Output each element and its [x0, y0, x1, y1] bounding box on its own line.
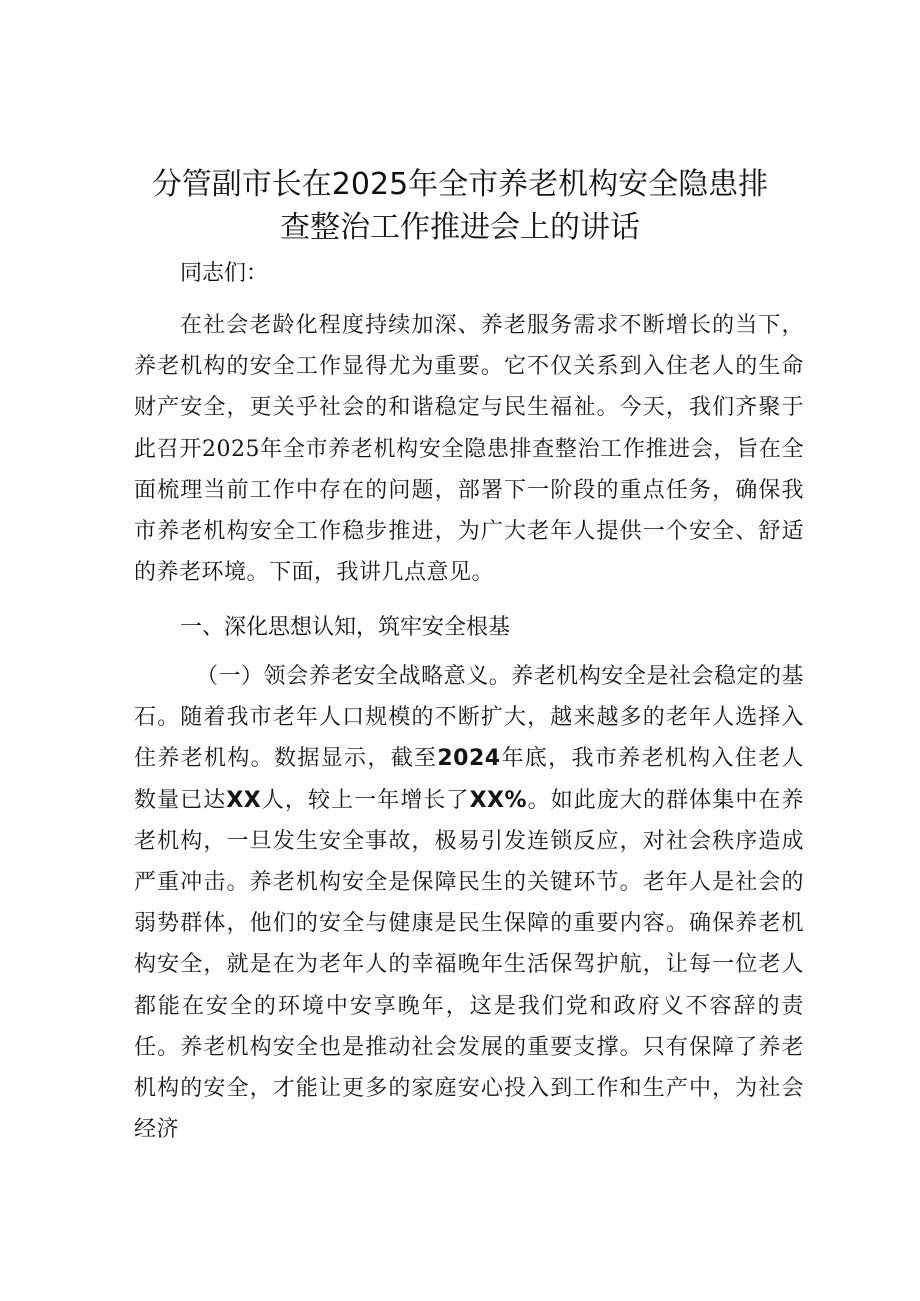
document-title-line-2: 查整治工作推进会上的讲话 [280, 210, 640, 245]
growth-percent-value: XX% [469, 787, 528, 813]
resident-count-value: XX [226, 787, 262, 813]
subsection-text-c: 人，较上一年增长了 [261, 787, 470, 813]
salutation: 同志们： [180, 261, 269, 286]
subsection-text-a: （一）领会养老安全战略意义。养老机构安全是社会稳定的基石。随着我市老年人口规模的不断扩大，越来越多的老年人选择入住养老机构。数据显示，截至 [134, 664, 804, 772]
subsection-text-b: 年底，我市养老机构入住老人数量已达 [134, 746, 804, 813]
subsection-paragraph-block [134, 656, 804, 1150]
document-title-line-1: 分管副市长在2025年全市养老机构安全隐患排 [151, 167, 769, 202]
subsection-text-d: 。如此庞大的群体集中在养老机构，一旦发生安全事故，极易引发连锁反应，对社会秩序造成严重冲击。养老机构安全是保障民生的关键环节。老年人是社会的弱势群体，他们的安全与健康是民生保障的重要内容。确保养老机构安全，就是在为老年人的幸福晚年生活保驾护航，让每一位老人都能在安全的环境中安享晚年，这是我们党和政府义不容辞的责任。养老机构安全也是推动社会发展的重要支撑。只有保障了养老机构的安全，才能让更多的家庭安心投入到工作和生产中，为社会经济 [134, 787, 804, 1143]
year-value: 2024 [437, 746, 501, 772]
intro-paragraph-block [134, 305, 804, 593]
section-heading-1: 一、深化思想认知，筑牢安全根基 [180, 615, 511, 640]
subsection-paragraph [134, 656, 804, 1150]
intro-paragraph: 在社会老龄化程度持续加深、养老服务需求不断增长的当下，养老机构的安全工作显得尤为重要。它不仅关系到入住老人的生命财产安全，更关乎社会的和谐稳定与民生福祉。今天，我们齐聚于此召开2025年全市养老机构安全隐患排查整治工作推进会，旨在全面梳理当前工作中存在的问题，部署下一阶段的重点任务，确保我市养老机构安全工作稳步推进，为广大老年人提供一个安全、舒适的养老环境。下面，我讲几点意见。 [134, 313, 804, 586]
